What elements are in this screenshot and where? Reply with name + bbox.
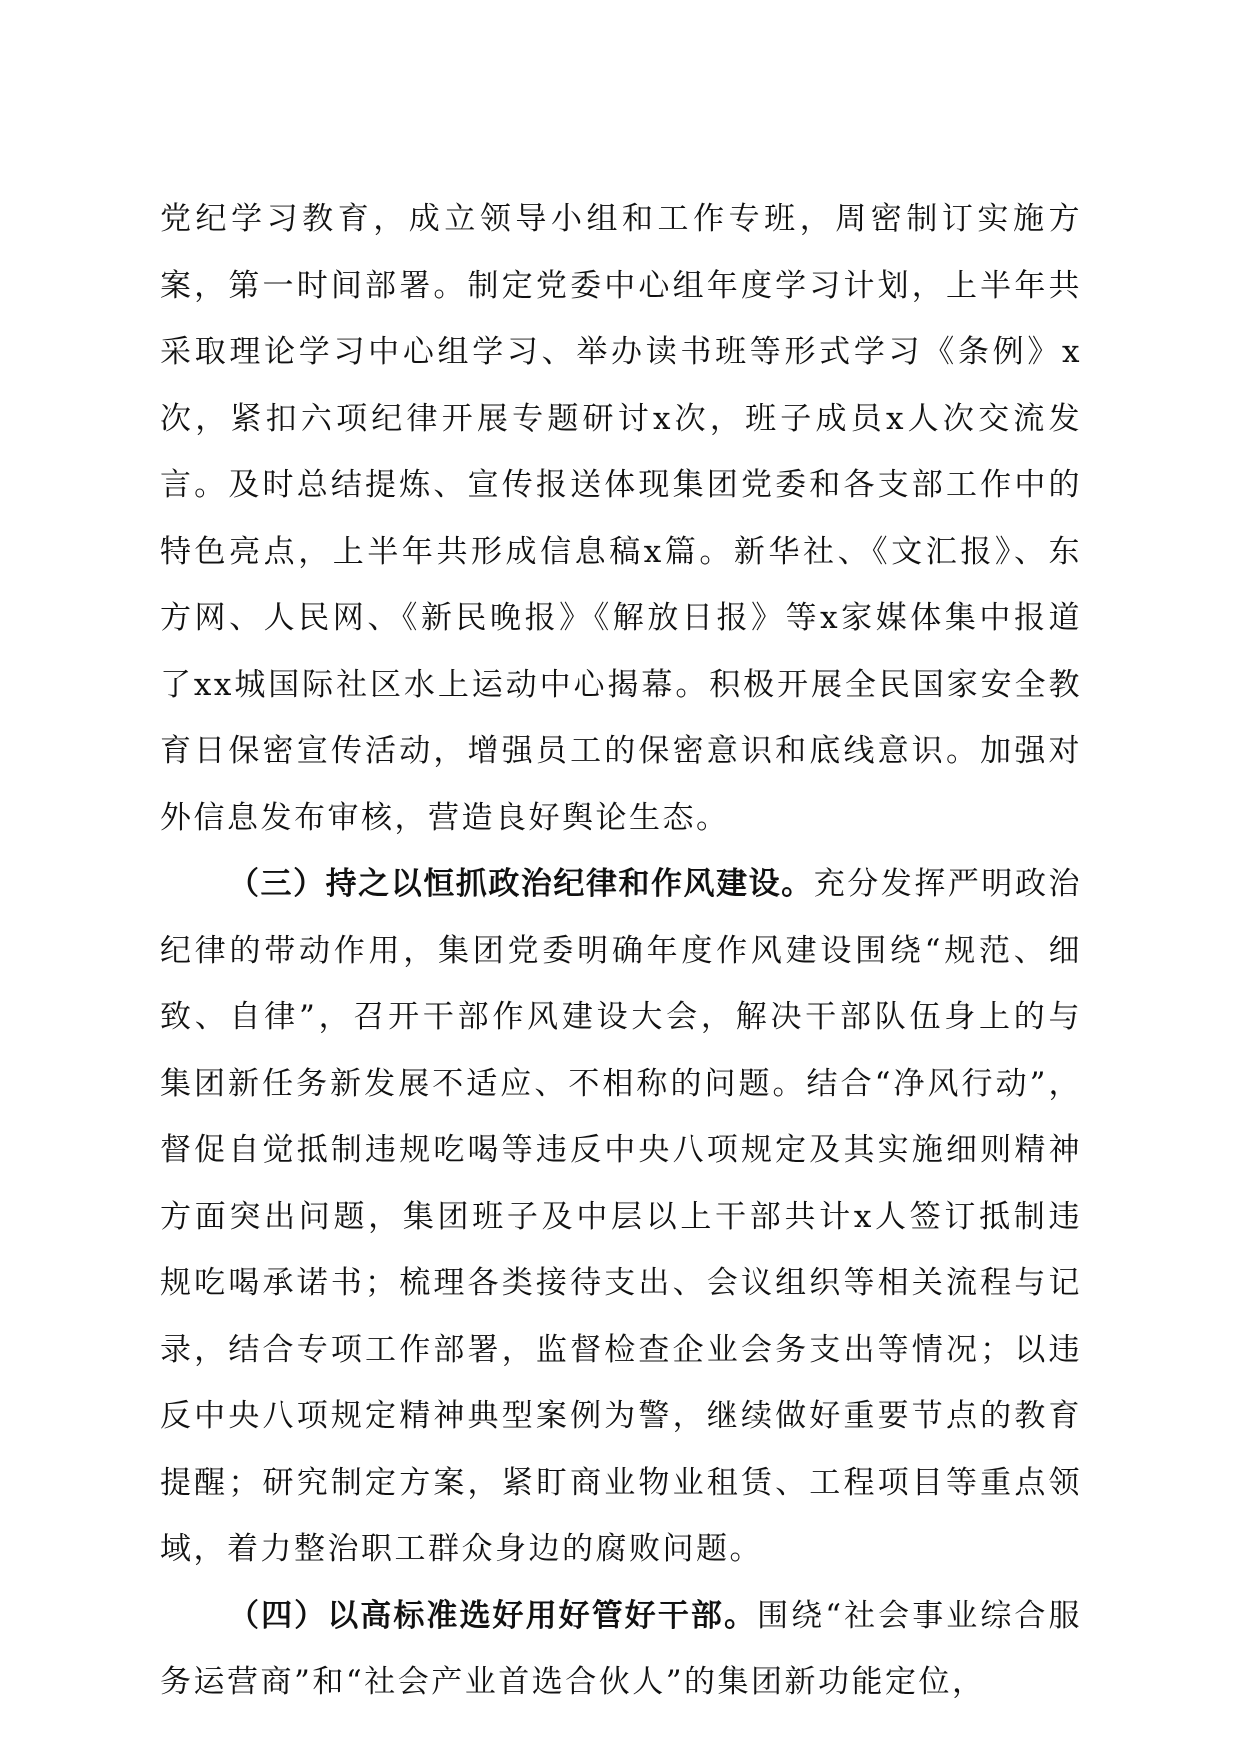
paragraph-party-discipline-education <box>160 186 1082 851</box>
paragraph-political-discipline <box>160 851 1082 1583</box>
section-heading-3: （三）持之以恒抓政治纪律和作风建设。 <box>228 866 814 902</box>
paragraph-text: 党纪学习教育，成立领导小组和工作专班，周密制订实施方案，第一时间部署。制定党委中心组年度学习计划，上半年共采取理论学习中心组学习、举办读书班等形式学习《条例》x次，紧扣六项纪律开展专题研讨x次，班子成员x人次交流发言。及时总结提炼、宣传报送体现集团党委和各支部工作中的特色亮点，上半年共形成信息稿x篇。新华社、《文汇报》、东方网、人民网、《新民晚报》《解放日报》等x家媒体集中报道了xx城国际社区水上运动中心揭幕。积极开展全民国家安全教育日保密宣传活动，增强员工的保密意识和底线意识。加强对外信息发布审核，营造良好舆论生态。 <box>160 201 1082 836</box>
document-body <box>160 186 1082 1716</box>
paragraph-cadre-selection <box>160 1583 1082 1716</box>
paragraph-text: 充分发挥严明政治纪律的带动作用，集团党委明确年度作风建设围绕“规范、细致、自律”，召开干部作风建设大会，解决干部队伍身上的与集团新任务新发展不适应、不相称的问题。结合“净风行动”，督促自觉抵制违规吃喝等违反中央八项规定及其实施细则精神方面突出问题，集团班子及中层以上干部共计x人签订抵制违规吃喝承诺书；梳理各类接待支出、会议组织等相关流程与记录，结合专项工作部署，监督检查企业会务支出等情况；以违反中央八项规定精神典型案例为警，继续做好重要节点的教育提醒；研究制定方案，紧盯商业物业租赁、工程项目等重点领域，着力整治职工群众身边的腐败问题。 <box>160 866 1082 1567</box>
section-heading-4: （四）以高标准选好用好管好干部。 <box>228 1597 758 1634</box>
paragraph-text: 围绕“社会事业综合服务运营商”和“社会产业首选合伙人”的集团新功能定位， <box>160 1597 1083 1700</box>
